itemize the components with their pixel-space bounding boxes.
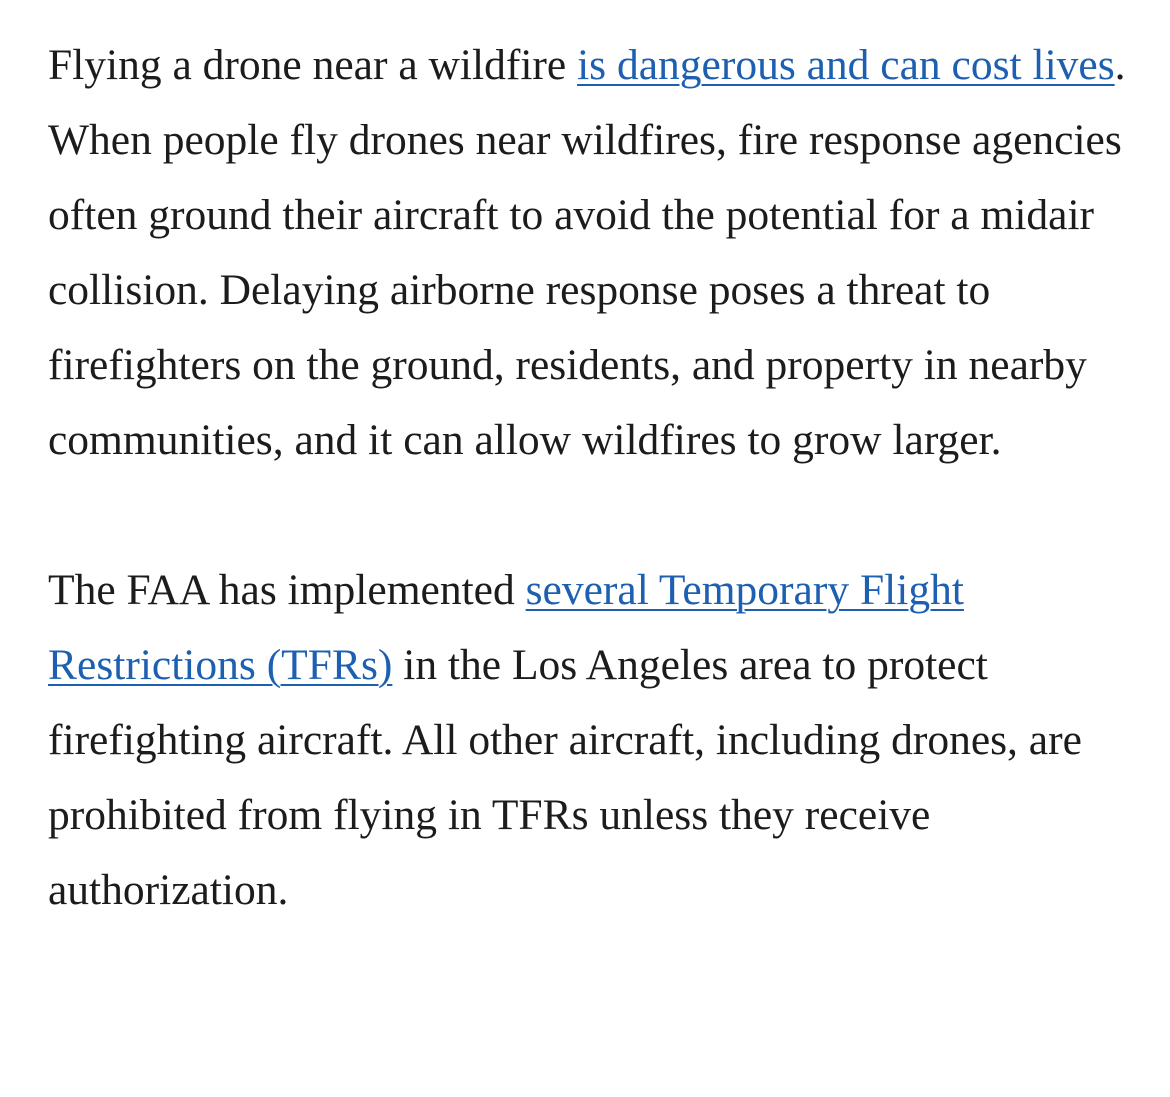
- paragraph-faa-tfrs: [48, 553, 1133, 928]
- link-dangerous-cost-lives[interactable]: is dangerous and can cost lives: [577, 41, 1115, 89]
- paragraph-drone-danger: [48, 28, 1133, 478]
- link-temporary-flight-restrictions[interactable]: several Temporary Flight Restrictions (TFRs): [48, 566, 964, 689]
- paragraph-text: Flying a drone near a wildfire: [48, 41, 578, 89]
- paragraph-text: The FAA has implemented: [48, 566, 526, 614]
- paragraph-text: in the Los Angeles area to protect firefighting aircraft. All other aircraft, including drones, are prohibited from flying in TFRs unless they receive authorization.: [48, 641, 1082, 914]
- article-body: [48, 28, 1133, 928]
- paragraph-text: . When people fly drones near wildfires, fire response agencies often ground their aircraft to avoid the potential for a midair collision. Delaying airborne response poses a threat to firefighters on the ground, residents, and property in nearby communities, and it can allow wildfires to grow larger.: [48, 41, 1126, 464]
